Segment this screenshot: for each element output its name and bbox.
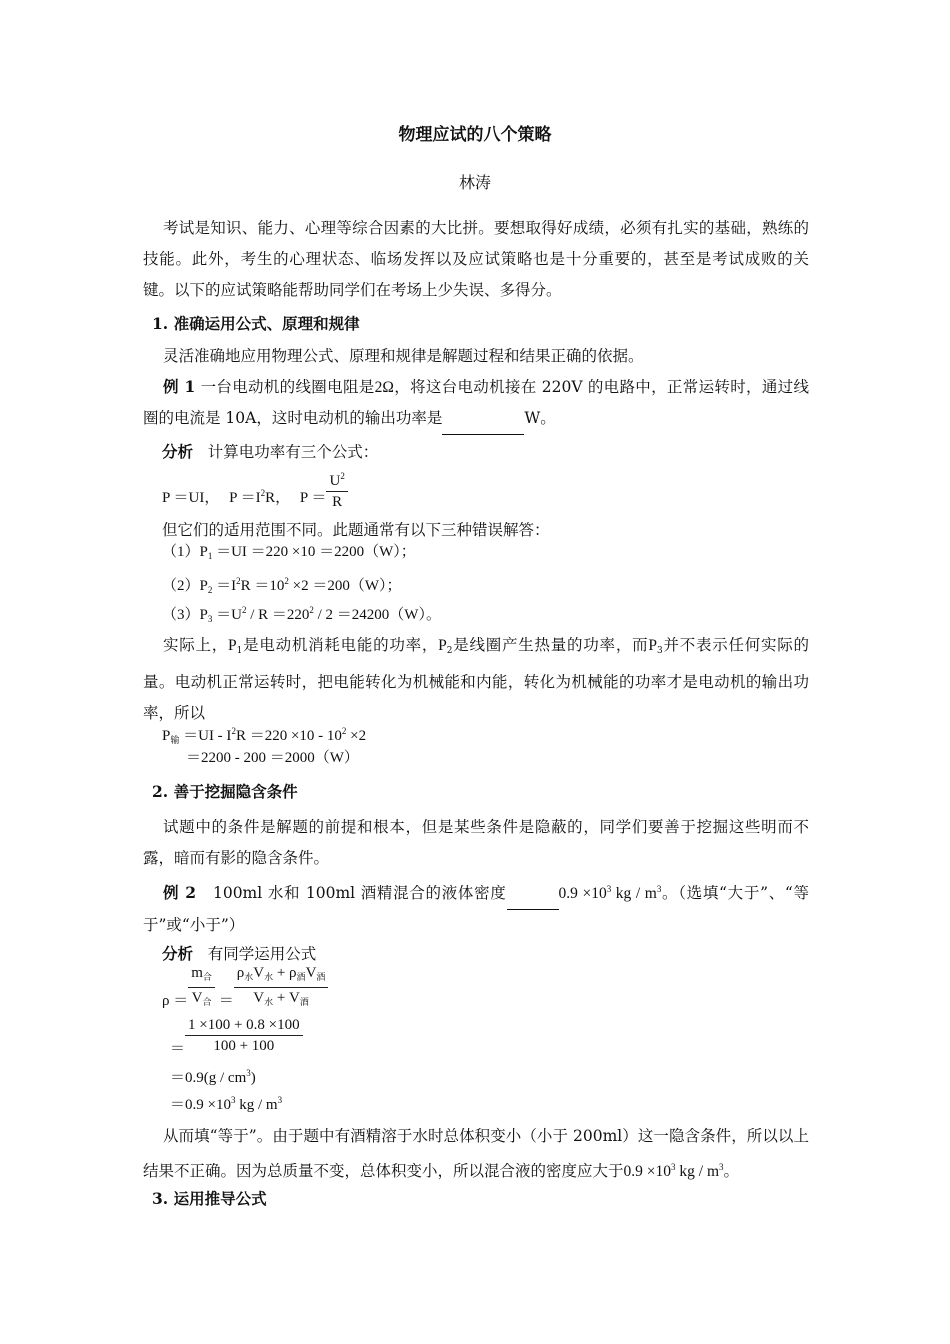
formula-p-ui: P ＝UI， xyxy=(162,490,220,507)
density-result-gcm3: $=0.9(g / cm^3)$ xyxy=(170,1068,256,1086)
answer-blank-1 xyxy=(442,403,524,435)
page-title: 物理应试的八个策略 xyxy=(398,125,552,145)
example-2: 例 2 100ml 水和 100ml 酒精混合的液体密度 $0.9 \times 10^3$ kg / $m^3$。（选填“大于”、“等于”或“小于”） xyxy=(143,874,809,941)
example-1-unit: W。 xyxy=(524,409,556,427)
resistance-value: 2Ω xyxy=(374,379,394,396)
explanation-paragraph: 实际上，$P_1$是电动机消耗电能的功率，$P_2$是线圈产生热量的功率，而$P_3$并不表示任何实际的量。电动机正常运转时，把电能转化为机械能和内能，转化为机械能的功率才是电动机的输出功率，所以 xyxy=(143,636,809,722)
analysis-2-label: 分析 xyxy=(162,944,194,963)
intro-paragraph: 考试是知识、能力、心理等综合因素的大比拼。要想取得好成绩，必须有扎实的基础，熟练的技能。此外，考生的心理状态、临场发挥以及应试策略也是十分重要的，甚至是考试成败的关键。以下的应试策略能帮助同学们在考场上少失误、多得分。 xyxy=(143,219,809,299)
example-1-label: 例 1 xyxy=(163,377,196,396)
analysis-1-text: 计算电功率有三个公式： xyxy=(207,443,379,461)
section-1-heading: 1. 准确运用公式、原理和规律 xyxy=(152,314,360,333)
output-power-line-1: $P_输 =UI - I^2R =220 \times 10 - 10^2 \times 2$ xyxy=(162,726,367,745)
density-formula: ρ ＝ $\frac{m_合}{V_合}$ ＝ $\frac{\rho_水V_水 + \rho_酒V_酒}{V_水 + V_酒}$ xyxy=(162,963,328,1012)
output-power-line-2: ＝2200 - 200 ＝2000（W） xyxy=(186,750,359,766)
analysis-2 xyxy=(162,943,316,965)
wrong-answer-1: $(1)P_1 =UI =220 \times 10 =2200(W)$； xyxy=(162,544,416,561)
wrong-answer-2: $(2)P_2 =I^2R =10^2 \times 2 =200(W)$； xyxy=(162,576,402,595)
formula-p-u2r-fraction: $\frac{U^2}{R}$ xyxy=(326,466,347,512)
analysis-1 xyxy=(162,441,378,463)
analysis-1-label: 分析 xyxy=(162,442,194,461)
example-1 xyxy=(143,371,809,435)
power-formulas xyxy=(162,462,348,508)
example-2-label: 例 2 xyxy=(163,883,197,902)
example-1-text-a: 一台电动机的线圈电阻是 xyxy=(200,378,375,396)
section-2-heading: 2. 善于挖掘隐含条件 xyxy=(152,782,298,801)
conclusion-paragraph: 从而填“等于”。由于题中有酒精溶于水时总体积变小（小于 200ml）这一隐含条件，所以以上结果不正确。因为总质量不变，总体积变小，所以混合液的密度应大于$0.9 \times 10^3$ kg / $m^3$。 xyxy=(143,1127,809,1180)
density-result-kgm3: $=0.9 \times 10^3$ kg / $m^3$ xyxy=(170,1095,283,1113)
example-1-text-b: ，将这台电动机接在 220V 的电路中，正常运转时，通过线圈的电流是 10A，这时电动机的输出功率是 xyxy=(143,378,809,427)
section-2-lead: 试题中的条件是解题的前提和根本，但是某些条件是隐蔽的，同学们要善于挖掘这些明而不露，暗而有影的隐含条件。 xyxy=(143,818,809,867)
density-fraction-rho-v: $\frac{\rho_水V_水 + \rho_酒V_酒}{V_水 + V_酒}$ xyxy=(234,963,329,1012)
section-1-lead: 灵活准确地应用物理公式、原理和规律是解题过程和结果正确的依据。 xyxy=(163,347,644,365)
section-3-heading: 3. 运用推导公式 xyxy=(152,1189,267,1208)
answer-blank-2 xyxy=(507,878,559,910)
wrong-answer-3: $(3)P_3 =U^2 / R =220^2 / 2 =24200(W)$。 xyxy=(162,605,441,624)
density-fraction-m-v: $\frac{m_合}{V_合}$ xyxy=(188,963,215,1012)
formula-p-u2r-prefix: P ＝ xyxy=(299,490,327,507)
analysis-2-text: 有同学运用公式 xyxy=(207,945,317,963)
formula-p-i2r: $P =I^2R$， xyxy=(229,488,291,507)
density-calc-fraction: ＝ $\frac{1 \times 100 + 0.8 \times 100}{100 + 100}$ xyxy=(170,1015,303,1056)
wrong-answers-intro: 但它们的适用范围不同。此题通常有以下三种错误解答： xyxy=(162,521,550,539)
author-name: 林涛 xyxy=(458,173,491,192)
